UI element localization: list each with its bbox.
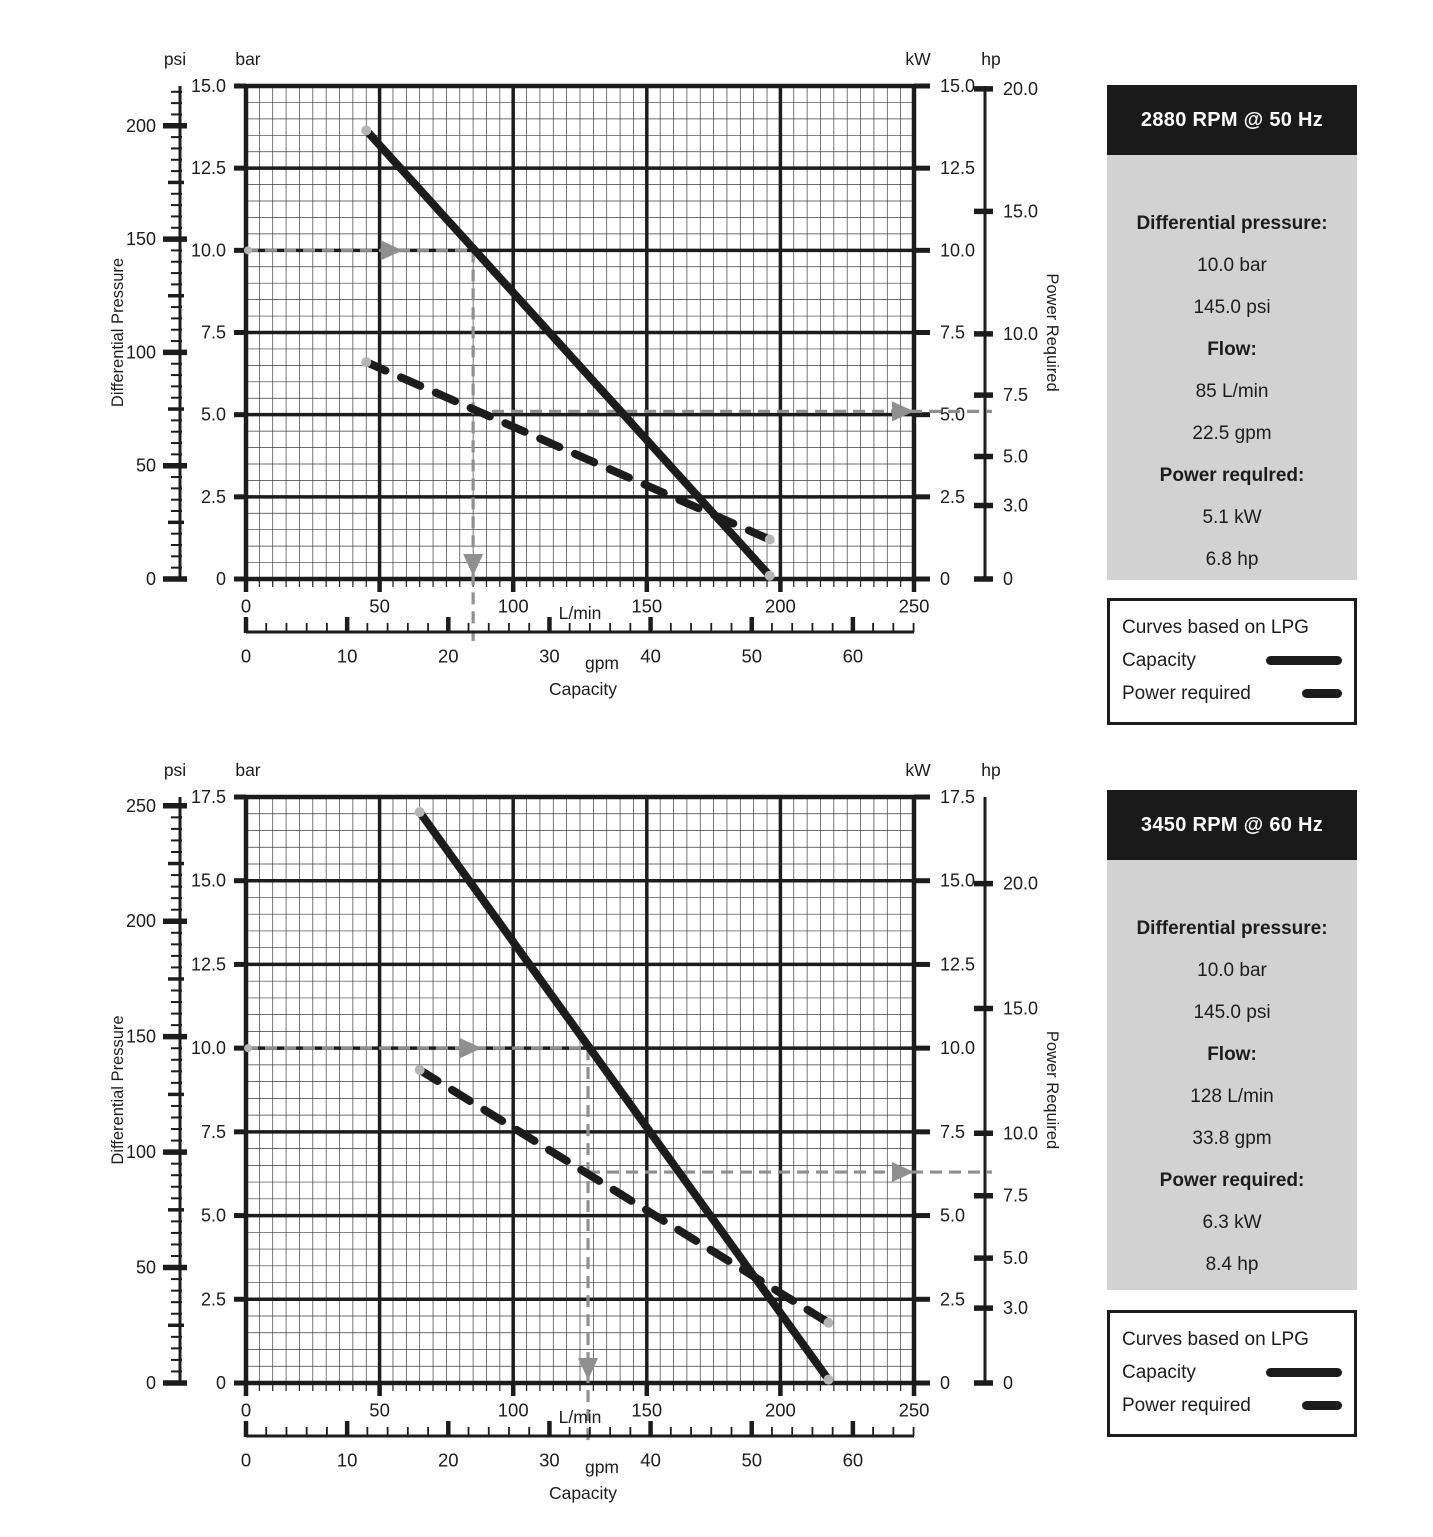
svg-text:2.5: 2.5 <box>200 486 226 507</box>
svg-text:10.0: 10.0 <box>940 1038 976 1059</box>
hp-axis <box>974 79 1038 589</box>
lmin-axis <box>241 596 930 624</box>
svg-text:150: 150 <box>125 1026 156 1047</box>
pump-curve-chart-50hz <box>0 40 1100 745</box>
label-flow: Flow: <box>1207 1044 1257 1065</box>
info-box-body <box>1107 155 1357 580</box>
value-flow-lmin: 85 L/min <box>1195 381 1269 402</box>
pump-curve-chart-60hz <box>0 745 1100 1537</box>
svg-text:50: 50 <box>741 1449 763 1471</box>
svg-text:100: 100 <box>497 1399 529 1421</box>
svg-text:200: 200 <box>125 911 156 932</box>
value-pressure-bar: 10.0 bar <box>1197 960 1267 981</box>
svg-text:15.0: 15.0 <box>190 76 226 96</box>
power-required-label <box>1043 1031 1061 1149</box>
svg-text:Differential Pressure: Differential Pressure <box>109 1015 127 1165</box>
down-arrow-icon <box>463 554 483 576</box>
curve-endpoint-dot <box>415 807 425 817</box>
label-differential-pressure: Differential pressure: <box>1136 918 1328 939</box>
svg-text:L/min: L/min <box>558 603 602 623</box>
legend-capacity-label: Capacity <box>1122 650 1196 671</box>
svg-text:2.5: 2.5 <box>940 1289 966 1310</box>
capacity-axis-title <box>549 679 617 699</box>
differential-pressure-label <box>109 258 127 407</box>
curve-endpoint-dot <box>765 535 775 545</box>
svg-text:0: 0 <box>940 1373 951 1393</box>
svg-text:15.0: 15.0 <box>1003 201 1039 222</box>
svg-text:15.0: 15.0 <box>940 76 976 96</box>
svg-text:0: 0 <box>240 595 252 617</box>
svg-text:hp: hp <box>981 760 1001 780</box>
svg-text:0: 0 <box>215 1373 226 1393</box>
svg-text:7.5: 7.5 <box>940 322 966 343</box>
label-flow: Flow: <box>1207 339 1257 360</box>
grid-major <box>234 797 930 1396</box>
value-pressure-psi: 145.0 psi <box>1193 1002 1271 1023</box>
svg-text:50: 50 <box>135 455 156 476</box>
svg-text:5.0: 5.0 <box>1003 1248 1029 1269</box>
value-flow-gpm: 22.5 gpm <box>1192 423 1272 444</box>
svg-text:100: 100 <box>125 1142 156 1163</box>
svg-text:100: 100 <box>125 342 156 363</box>
gpm-axis <box>241 1421 914 1477</box>
svg-text:150: 150 <box>631 595 663 617</box>
chart-canvas <box>0 40 1100 740</box>
axis-unit-headers <box>164 49 1001 69</box>
svg-text:0: 0 <box>215 569 226 589</box>
label-differential-pressure: Differential pressure: <box>1136 213 1328 234</box>
kw-axis <box>940 76 975 589</box>
svg-text:psi: psi <box>163 49 187 69</box>
capacity-line-swatch <box>1266 1368 1342 1377</box>
curve-endpoint-dot <box>361 125 371 135</box>
svg-text:100: 100 <box>497 595 529 617</box>
value-flow-lmin: 128 L/min <box>1190 1086 1274 1107</box>
kw-axis <box>940 787 975 1393</box>
svg-text:kW: kW <box>905 49 931 69</box>
legend-power-label: Power required <box>1122 1395 1251 1416</box>
capacity-line-swatch <box>1266 656 1342 665</box>
power-required-line-swatch <box>1302 1401 1342 1410</box>
curve-endpoint-dot <box>765 571 775 581</box>
svg-text:0: 0 <box>240 1449 252 1471</box>
svg-text:Differential Pressure: Differential Pressure <box>109 257 127 408</box>
lmin-axis <box>241 1400 930 1428</box>
svg-text:0: 0 <box>940 569 951 589</box>
svg-text:5.0: 5.0 <box>940 1205 966 1226</box>
psi-axis <box>126 86 187 589</box>
right-arrow-icon <box>460 1038 482 1058</box>
axis-unit-headers <box>164 760 1001 780</box>
svg-text:10.0: 10.0 <box>940 240 976 261</box>
value-power-kw: 5.1 kW <box>1202 507 1262 528</box>
svg-text:L/min: L/min <box>558 1407 602 1427</box>
svg-text:50: 50 <box>135 1257 156 1278</box>
svg-text:gpm: gpm <box>584 653 620 673</box>
svg-text:250: 250 <box>125 795 156 816</box>
bar-axis <box>191 787 226 1393</box>
svg-text:50: 50 <box>369 595 390 617</box>
legend-note: Curves based on LPG <box>1122 617 1309 638</box>
svg-text:psi: psi <box>163 760 187 780</box>
info-box-title: 3450 RPM @ 60 Hz <box>1107 790 1357 860</box>
label-power-required: Power requlred: <box>1159 465 1305 486</box>
svg-text:0: 0 <box>240 1399 252 1421</box>
svg-text:10: 10 <box>336 1449 358 1471</box>
value-pressure-psi: 145.0 psi <box>1193 297 1271 318</box>
down-arrow-icon <box>578 1358 598 1380</box>
svg-text:200: 200 <box>764 595 796 617</box>
svg-text:5.0: 5.0 <box>200 404 226 425</box>
bar-axis <box>191 76 226 589</box>
svg-text:30: 30 <box>539 645 560 667</box>
svg-text:bar: bar <box>235 49 261 69</box>
legend-note: Curves based on LPG <box>1122 1329 1309 1350</box>
svg-text:gpm: gpm <box>584 1457 620 1477</box>
power-required-label <box>1043 273 1061 391</box>
chart-canvas <box>0 745 1100 1537</box>
grid-minor <box>246 797 914 1383</box>
svg-text:0: 0 <box>240 645 252 667</box>
svg-text:150: 150 <box>125 229 156 250</box>
capacity-axis-title <box>549 1483 617 1503</box>
legend-box-1 <box>1107 598 1357 725</box>
value-pressure-bar: 10.0 bar <box>1197 255 1267 276</box>
curve-endpoint-dot <box>415 1065 425 1075</box>
svg-text:10.0: 10.0 <box>190 1038 226 1059</box>
value-power-hp: 8.4 hp <box>1205 1254 1259 1275</box>
value-power-kw: 6.3 kW <box>1202 1212 1262 1233</box>
svg-text:10.0: 10.0 <box>1003 323 1039 344</box>
svg-text:7.5: 7.5 <box>200 322 226 343</box>
svg-text:250: 250 <box>898 595 930 617</box>
legend-capacity-label: Capacity <box>1122 1362 1196 1383</box>
svg-text:5.0: 5.0 <box>200 1205 226 1226</box>
power-required-line-swatch <box>1302 689 1342 698</box>
svg-text:250: 250 <box>898 1399 930 1421</box>
svg-text:50: 50 <box>741 645 763 667</box>
svg-text:0: 0 <box>145 1373 156 1393</box>
svg-text:Capacity: Capacity <box>548 679 618 699</box>
right-arrow-icon <box>381 240 403 260</box>
svg-text:12.5: 12.5 <box>190 158 226 179</box>
svg-text:bar: bar <box>235 760 261 780</box>
svg-text:3.0: 3.0 <box>1003 1298 1029 1319</box>
svg-text:15.0: 15.0 <box>940 870 976 891</box>
svg-text:10: 10 <box>336 645 358 667</box>
svg-text:kW: kW <box>905 760 931 780</box>
svg-text:200: 200 <box>125 115 156 136</box>
svg-text:15.0: 15.0 <box>190 870 226 891</box>
psi-axis <box>126 796 187 1393</box>
legend-box-2 <box>1107 1310 1357 1437</box>
grid-major <box>234 86 930 592</box>
svg-text:20.0: 20.0 <box>1003 78 1039 99</box>
svg-text:hp: hp <box>981 49 1001 69</box>
svg-text:3.0: 3.0 <box>1003 495 1029 516</box>
svg-text:2.5: 2.5 <box>940 486 966 507</box>
svg-text:17.5: 17.5 <box>190 787 226 807</box>
svg-text:40: 40 <box>640 645 661 667</box>
svg-text:60: 60 <box>842 1449 864 1471</box>
svg-text:7.5: 7.5 <box>200 1121 226 1142</box>
svg-text:5.0: 5.0 <box>940 404 966 425</box>
label-power-required: Power required: <box>1159 1170 1305 1191</box>
svg-text:20: 20 <box>438 645 459 667</box>
svg-text:2.5: 2.5 <box>200 1289 226 1310</box>
hp-axis <box>974 797 1038 1393</box>
svg-text:60: 60 <box>842 645 864 667</box>
svg-text:17.5: 17.5 <box>940 787 976 807</box>
curve-endpoint-dot <box>823 1375 833 1385</box>
svg-text:20.0: 20.0 <box>1003 873 1039 894</box>
svg-text:Power Required: Power Required <box>1043 273 1061 392</box>
svg-text:15.0: 15.0 <box>1003 998 1039 1019</box>
info-box-2880rpm <box>1107 85 1357 580</box>
svg-text:10.0: 10.0 <box>190 240 226 261</box>
svg-text:0: 0 <box>1003 1373 1014 1393</box>
svg-text:12.5: 12.5 <box>940 158 976 179</box>
svg-text:12.5: 12.5 <box>190 954 226 975</box>
svg-text:5.0: 5.0 <box>1003 446 1029 467</box>
svg-text:7.5: 7.5 <box>1003 1185 1029 1206</box>
svg-text:150: 150 <box>631 1399 663 1421</box>
svg-text:50: 50 <box>369 1399 390 1421</box>
svg-text:30: 30 <box>539 1449 560 1471</box>
capacity-curve <box>366 130 769 575</box>
svg-text:0: 0 <box>145 569 156 589</box>
svg-text:20: 20 <box>438 1449 459 1471</box>
legend-power-label: Power required <box>1122 683 1251 704</box>
svg-text:Capacity: Capacity <box>548 1483 618 1503</box>
svg-text:40: 40 <box>640 1449 661 1471</box>
differential-pressure-label <box>109 1015 127 1164</box>
info-box-3450rpm <box>1107 790 1357 1290</box>
value-power-hp: 6.8 hp <box>1205 549 1259 570</box>
curve-endpoint-dot <box>823 1318 833 1328</box>
svg-text:Power Required: Power Required <box>1043 1030 1061 1150</box>
svg-text:7.5: 7.5 <box>940 1121 966 1142</box>
svg-text:0: 0 <box>1003 569 1014 589</box>
svg-text:10.0: 10.0 <box>1003 1123 1039 1144</box>
svg-text:200: 200 <box>764 1399 796 1421</box>
svg-text:12.5: 12.5 <box>940 954 976 975</box>
gpm-axis <box>241 617 914 673</box>
right-arrow-icon <box>892 401 914 421</box>
info-box-body <box>1107 860 1357 1290</box>
curve-endpoint-dot <box>361 357 371 367</box>
svg-text:7.5: 7.5 <box>1003 385 1029 406</box>
info-box-title: 2880 RPM @ 50 Hz <box>1107 85 1357 155</box>
value-flow-gpm: 33.8 gpm <box>1192 1128 1272 1149</box>
